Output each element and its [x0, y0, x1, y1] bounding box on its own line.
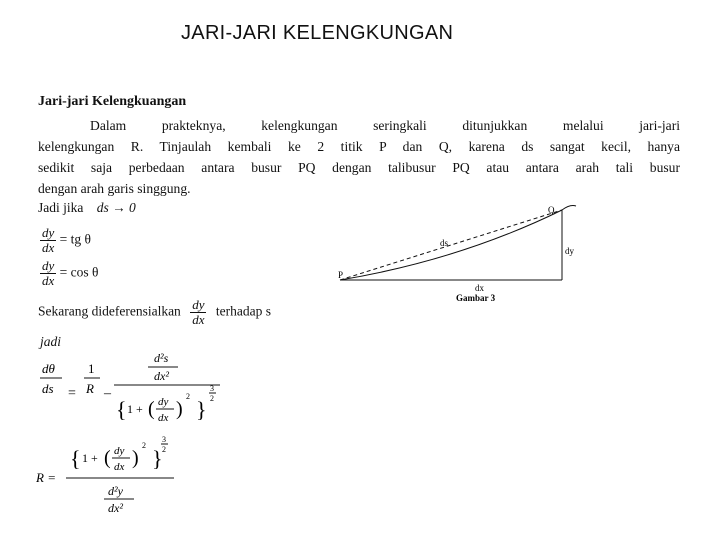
dash-sign: –	[104, 386, 111, 401]
paragraph-line-2: kelengkungan R. Tinjaulah kembali ke 2 titik P dan Q, karena ds sangat kecil, hanya	[38, 139, 680, 154]
figure-caption: Gambar 3	[456, 293, 496, 303]
curvature-figure	[330, 200, 590, 305]
fraction-numerator: dy	[42, 258, 55, 273]
fraction-numerator: dy	[42, 225, 55, 240]
sekarang-text: Sekarang dideferensialkan	[38, 303, 181, 319]
brace-left: {	[116, 397, 127, 422]
paragraph-line-1: Dalam prakteknya, kelengkungan seringkali ditunjukkan melalui jari-jari	[90, 118, 680, 133]
brace-right: }	[196, 397, 207, 422]
label-dy: dy	[565, 246, 574, 256]
formula-R	[36, 432, 196, 517]
equation-dydx-tg	[40, 226, 91, 255]
jadi-jika-text: Jadi jika	[38, 200, 84, 215]
jadi-label: jadi	[40, 334, 62, 349]
fraction-denominator: dx	[42, 273, 55, 288]
brace-left: {	[70, 446, 81, 471]
equation-dydx-cos	[40, 259, 98, 288]
paren-left: (	[148, 398, 155, 420]
lhs-denominator: ds	[42, 381, 54, 396]
one-plus: 1 +	[82, 451, 98, 465]
fraction-dydx	[40, 226, 56, 255]
exp-num: 3	[162, 435, 166, 444]
dx-den: dx	[158, 412, 169, 424]
dy-num: dy	[158, 396, 169, 408]
fraction-dydx	[40, 259, 56, 288]
one-plus: 1 +	[127, 402, 143, 416]
lhs-numerator: dθ	[42, 361, 55, 376]
dy-num: dy	[114, 445, 125, 457]
label-ds: ds	[440, 238, 449, 248]
exp-den: 2	[162, 445, 166, 454]
dx-den: dx	[114, 461, 125, 473]
brace-right: }	[152, 446, 163, 471]
paren-right: )	[132, 447, 139, 469]
fraction-denominator: dx	[42, 240, 55, 255]
fraction-numerator: dy	[192, 297, 205, 312]
exp-den: 2	[210, 394, 214, 403]
equation-rhs: = cos θ	[59, 264, 99, 280]
formula-dtheta-ds	[30, 345, 230, 430]
paragraph-line-3: sedikit saja perbedaan antara busur PQ dengan talibusur PQ atau antara arah tali busur	[38, 160, 680, 175]
paren-right: )	[176, 398, 183, 420]
section-heading: Jari-jari Kelengkuangan	[38, 94, 187, 109]
chord-PQ	[340, 210, 562, 280]
exp-num: 3	[210, 384, 214, 393]
dx2: dx²	[108, 501, 123, 515]
fraction-dydx	[190, 298, 206, 327]
square-exp: 2	[142, 441, 146, 450]
fraction-denominator: dx	[192, 312, 205, 327]
R-symbol: R	[86, 381, 94, 396]
d2y: d²y	[108, 484, 123, 498]
equals-sign: =	[68, 386, 76, 401]
label-P: P	[338, 270, 344, 280]
equation-rhs: = tg θ	[59, 231, 91, 247]
square-exp: 2	[186, 392, 190, 401]
paragraph-line-4: dengan arah garis singgung.	[38, 181, 191, 196]
paragraph	[38, 115, 680, 199]
d2s: d²s	[154, 351, 169, 365]
curve-extension	[562, 206, 576, 211]
one: 1	[88, 361, 95, 376]
paren-left: (	[104, 447, 111, 469]
label-dx: dx	[475, 283, 484, 293]
label-Q: Q	[548, 205, 555, 215]
terhadap-text: terhadap s	[215, 303, 271, 319]
jadi-jika-line	[38, 200, 136, 216]
page-title: JARI-JARI KELENGKUNGAN	[181, 22, 454, 44]
ds-limit: ds → 0	[96, 200, 136, 215]
sekarang-line	[38, 298, 271, 327]
R-equals: R =	[36, 470, 56, 485]
dx2: dx²	[154, 369, 169, 383]
